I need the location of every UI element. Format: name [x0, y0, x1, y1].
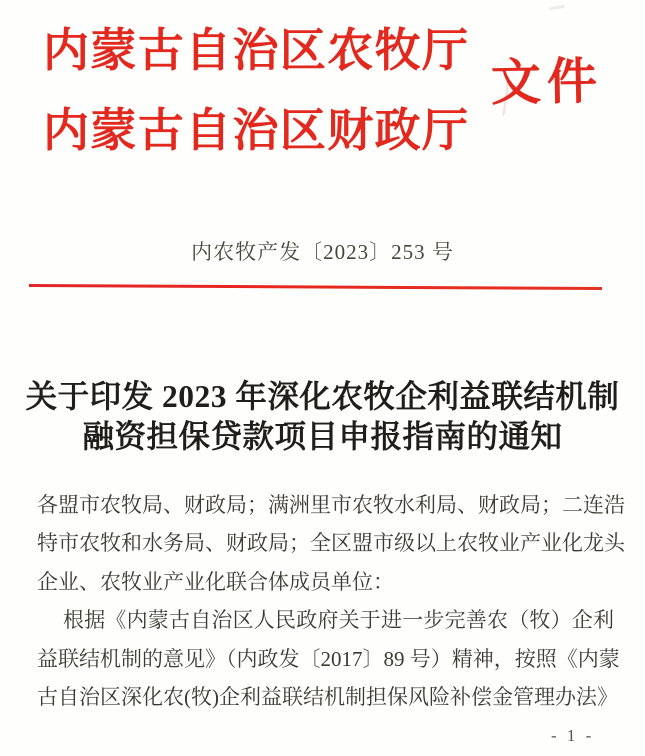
doc-type-label: 文件 [490, 53, 604, 111]
document-number: 内农牧产发〔2023〕253 号 [191, 240, 454, 264]
issuing-agencies [43, 27, 468, 155]
scan-artifact-top [549, 5, 565, 11]
paragraph-line-2: 益联结机制的意见》（内政发〔2017〕89 号）精神，按照《内蒙 [37, 646, 620, 671]
red-separator-line [29, 284, 602, 290]
agency-name-finance: 内蒙古自治区财政厅 [43, 105, 468, 156]
document-body [37, 486, 625, 716]
title-line-2: 融资担保贷款项目申报指南的通知 [82, 418, 563, 454]
title-line-1: 关于印发 2023 年深化农牧企利益联结机制 [25, 379, 620, 414]
page-number: - 1 - [551, 726, 595, 745]
paragraph-line-1: 根据《内蒙古自治区人民政府关于进一步完善农（牧）企利 [63, 608, 614, 633]
recipients-line-3: 企业、农牧业产业化联合体成员单位： [37, 569, 394, 594]
paragraph-line-3: 古自治区深化农(牧)企利益联结机制担保风险补偿金管理办法》 [37, 685, 618, 710]
agency-name-agriculture: 内蒙古自治区农牧厅 [43, 25, 468, 76]
recipients-line-1: 各盟市农牧局、财政局；满洲里市农牧水利局、财政局；二连浩 [37, 493, 625, 517]
recipients-line-2: 特市农牧和水务局、财政局；全区盟市级以上农牧业产业化龙头 [37, 531, 625, 556]
document-title [0, 377, 645, 456]
